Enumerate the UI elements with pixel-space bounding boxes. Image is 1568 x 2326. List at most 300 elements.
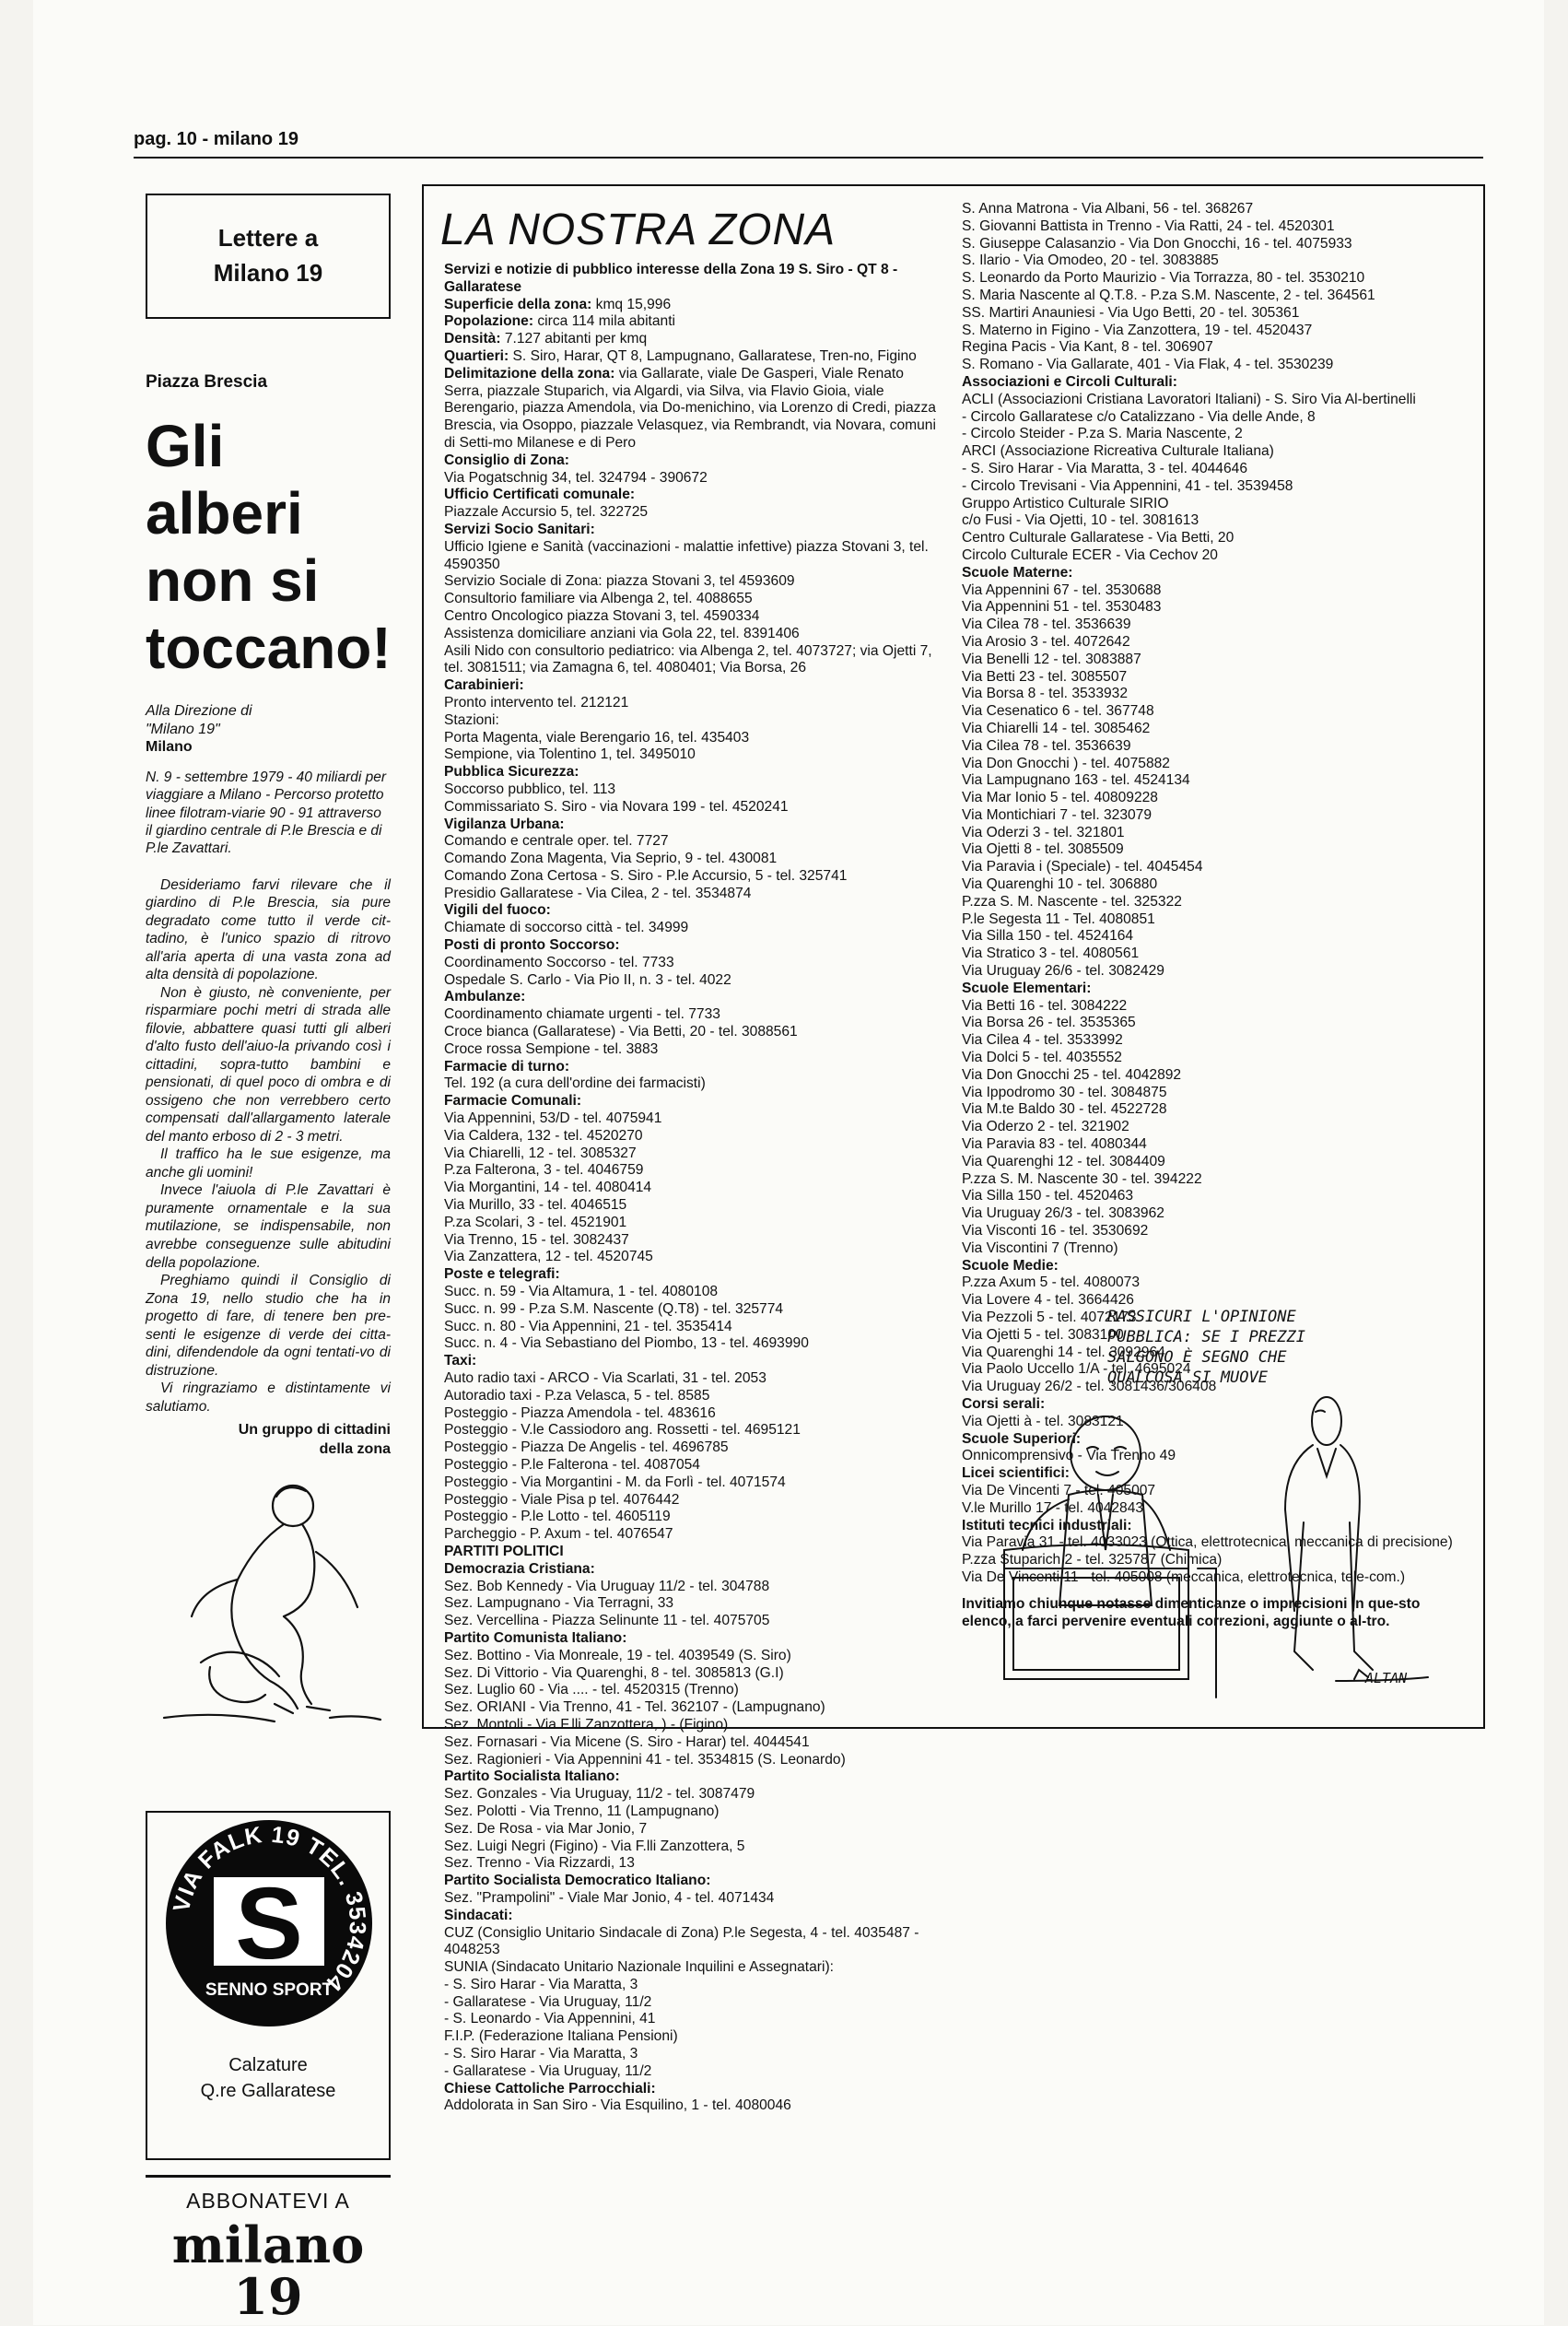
directory-entries-left: [444, 297, 942, 2116]
directory-entry: [444, 1959, 942, 1977]
directory-entry: [444, 833, 942, 851]
directory-entry: [444, 366, 942, 452]
boy-cartoon-illustration: [146, 1469, 391, 1745]
directory-text: Via Appennini 67 - tel. 3530688: [962, 582, 1162, 598]
directory-text: Via Quarenghi 10 - tel. 306880: [962, 876, 1158, 893]
directory-entry: [962, 1067, 1473, 1085]
directory-entry: [444, 1665, 942, 1683]
directory-text: Via Silla 150 - tel. 4520463: [962, 1188, 1134, 1204]
directory-entry: [962, 201, 1473, 218]
senno-sport-advertisement: [146, 1811, 391, 2160]
directory-heading: Superficie della zona:: [444, 296, 592, 312]
directory-entry: [962, 686, 1473, 703]
directory-entry: [444, 522, 942, 539]
directory-text: Sez. Di Vittorio - Via Quarenghi, 8 - tel. 3085813 (G.I): [444, 1664, 784, 1681]
directory-entry: [962, 1136, 1473, 1154]
directory-text: - S. Siro Harar - Via Maratta, 3: [444, 1976, 638, 1992]
directory-entry: [962, 236, 1473, 253]
directory-text: Onnicomprensivo - Via Trenno 49: [962, 1448, 1176, 1464]
subscribe-label: ABBONATEVI A: [186, 2188, 350, 2213]
directory-text: Regina Pacis - Via Kant, 8 - tel. 306907: [962, 339, 1213, 356]
directory-text: Via Paravia i (Speciale) - tel. 4045454: [962, 859, 1203, 875]
ad-ring-text: VIA FALK 19 TEL. 3534204: [168, 1821, 371, 1997]
directory-entry: [444, 972, 942, 990]
directory-text: Via Don Gnocchi 25 - tel. 4042892: [962, 1066, 1182, 1083]
directory-text: Via Pezzoli 5 - tel. 4072173: [962, 1310, 1137, 1325]
directory-heading: Scuole Superiori:: [962, 1430, 1082, 1447]
directory-entry: [444, 591, 942, 608]
directory-entry: [444, 1752, 942, 1769]
directory-text: Circolo Culturale ECER - Via Cechov 20: [962, 546, 1218, 563]
directory-entry: [444, 470, 942, 488]
directory-entry: [962, 1015, 1473, 1032]
directory-heading: Quartieri:: [444, 347, 509, 364]
directory-text: Presidio Gallaratese - Via Cilea, 2 - tel. 3534874: [444, 885, 752, 901]
directory-text: Via Cilea 78 - tel. 3536639: [962, 737, 1131, 754]
directory-entry: [444, 1699, 942, 1717]
directory-text: Centro Oncologico piazza Stovani 3, tel. 4590334: [444, 607, 760, 624]
letter-paragraph: Il traffico ha le sue esigenze, ma anche gli uomini!: [146, 1146, 391, 1181]
directory-heading: Vigilanza Urbana:: [444, 816, 565, 832]
directory-entry: [444, 1908, 942, 1925]
directory-text: c/o Fusi - Via Ojetti, 10 - tel. 3081613: [962, 512, 1199, 529]
directory-entry: [962, 270, 1473, 288]
directory-entry: [444, 1838, 942, 1856]
directory-text: Via Ojetti 8 - tel. 3085509: [962, 841, 1124, 858]
directory-entry: [962, 1171, 1473, 1189]
directory-entry: [444, 1335, 942, 1353]
directory-text: Comando e centrale oper. tel. 7727: [444, 833, 669, 850]
directory-text: P.le Segesta 11 - Tel. 4080851: [962, 910, 1155, 927]
directory-entry: [444, 1492, 942, 1510]
directory-column-left: [444, 262, 942, 2115]
directory-heading: Partito Comunista Italiano:: [444, 1629, 627, 1646]
directory-text: Succ. n. 59 - Via Altamura, 1 - tel. 4080108: [444, 1284, 719, 1300]
directory-text: Via Stratico 3 - tel. 4080561: [962, 946, 1140, 962]
directory-entry: [444, 1041, 942, 1059]
directory-entry: [444, 1024, 942, 1041]
directory-entry: [444, 1110, 942, 1128]
directory-entry: [444, 989, 942, 1006]
directory-entry: [444, 712, 942, 730]
subscribe-rule: [146, 2175, 391, 2178]
letter-paragraph: Invece l'aiuola di P.le Zavattari è puramente ornamentale e la sua mutilazione, se indispensabile, non avrebbe conseguenze sulle abitudini della popolazione.: [146, 1182, 391, 1271]
directory-text: Servizio Sociale di Zona: piazza Stovani 3, tel 4593609: [444, 573, 795, 590]
directory-text: P.zza Axum 5 - tel. 4080073: [962, 1275, 1141, 1291]
directory-heading: Partito Socialista Democratico Italiano:: [444, 1873, 711, 1889]
directory-entry: [444, 902, 942, 920]
directory-text: Consultorio familiare via Albenga 2, tel. 4088655: [444, 591, 753, 607]
directory-entry: [962, 841, 1473, 859]
directory-entry: [962, 876, 1473, 894]
directory-text: Via Cilea 4 - tel. 3533992: [962, 1032, 1123, 1049]
directory-text: Posteggio - P.le Lotto - tel. 4605119: [444, 1509, 671, 1525]
directory-entry: [444, 1301, 942, 1319]
directory-entry: [444, 1215, 942, 1232]
directory-entry: [444, 1994, 942, 2012]
directory-text: Posteggio - Piazza Amendola - tel. 483616: [444, 1404, 716, 1421]
directory-text: Via Silla 150 - tel. 4524164: [962, 928, 1134, 945]
directory-text: Parcheggio - P. Axum - tel. 4076547: [444, 1526, 673, 1543]
directory-entry: [444, 1648, 942, 1665]
directory-entry: [444, 452, 942, 470]
directory-text: Via Pogatschnig 34, tel. 324794 - 390672: [444, 469, 708, 486]
directory-entry: [444, 2028, 942, 2046]
directory-entry: [444, 1803, 942, 1821]
directory-text: - Gallaratese - Via Uruguay, 11/2: [444, 1993, 652, 2010]
directory-text: Sez. Gonzales - Via Uruguay, 11/2 - tel. 3087479: [444, 1786, 755, 1803]
directory-text: S. Anna Matrona - Via Albani, 56 - tel. 368267: [962, 201, 1254, 217]
directory-text: Sez. "Prampolini" - Viale Mar Jonio, 4 - tel. 4071434: [444, 1889, 775, 1906]
directory-entry: [444, 1457, 942, 1474]
directory-text: Via Paravia 31 - tel. 4033023 (Ottica, elettrotecnica, meccanica di precisione): [962, 1534, 1453, 1551]
directory-entry: [444, 799, 942, 816]
directory-heading: Taxi:: [444, 1353, 477, 1369]
directory-text: Via Oderzo 2 - tel. 321902: [962, 1119, 1129, 1135]
directory-text: Gruppo Artistico Culturale SIRIO: [962, 495, 1169, 511]
directory-entry: [962, 496, 1473, 513]
directory-entry: [962, 565, 1473, 582]
directory-heading: Poste e telegrafi:: [444, 1266, 560, 1283]
directory-entry: [962, 392, 1473, 409]
directory-text: Sez. Luigi Negri (Figino) - Via F.lli Zanzottera, 5: [444, 1838, 745, 1854]
directory-text: Coordinamento chiamate urgenti - tel. 7733: [444, 1006, 720, 1023]
directory-entry: [444, 1855, 942, 1873]
directory-entry: [444, 1232, 942, 1250]
directory-text: Via Uruguay 26/6 - tel. 3082429: [962, 963, 1164, 980]
directory-entry: [962, 721, 1473, 738]
directory-entry: [962, 981, 1473, 998]
directory-text: P.za Scolari, 3 - tel. 4521901: [444, 1214, 627, 1230]
directory-text: Via Benelli 12 - tel. 3083887: [962, 651, 1141, 667]
directory-entry: [444, 348, 942, 366]
directory-entry: [962, 756, 1473, 773]
directory-text: S. Siro, Harar, QT 8, Lampugnano, Gallaratese, Tren-no, Figino: [509, 347, 917, 364]
directory-text: Ufficio Igiene e Sanità (vaccinazioni - malattie infettive) piazza Stovani 3, tel. 4590350: [444, 538, 929, 572]
directory-entry: [444, 1526, 942, 1544]
header-rule: [134, 157, 1483, 159]
directory-text: Addolorata in San Siro - Via Esquilino, 1 - tel. 4080046: [444, 2097, 791, 2114]
directory-entry: [962, 669, 1473, 687]
directory-entry: [962, 1223, 1473, 1240]
cartoon-caption: RASSICURI L'OPINIONE PUBBLICA: SE I PREZZI SALGONO È SEGNO CHE QUALCOSA SI MUOVE: [1107, 1308, 1305, 1387]
directory-entry: [444, 608, 942, 626]
directory-heading: Pubblica Sicurezza:: [444, 764, 579, 781]
ad-brand-name: SENNO SPORT: [205, 1979, 333, 2000]
directory-entry: [444, 2046, 942, 2063]
directory-entry: [444, 1197, 942, 1215]
directory-text: Sez. Vercellina - Piazza Selinunte 11 - tel. 4075705: [444, 1613, 770, 1629]
directory-entry: [962, 946, 1473, 963]
directory-text: Via Oderzi 3 - tel. 321801: [962, 824, 1125, 840]
directory-text: 7.127 abitanti per kmq: [500, 331, 648, 347]
directory-entry: [962, 288, 1473, 305]
directory-entry: [444, 1180, 942, 1197]
altan-cartoon-illustration: [986, 1357, 1465, 1707]
directory-entry: [962, 339, 1473, 357]
directory-heading: Chiese Cattoliche Parrocchiali:: [444, 2080, 656, 2097]
directory-text: Via Betti 16 - tel. 3084222: [962, 997, 1128, 1014]
directory-text: - Circolo Trevisani - Via Appennini, 41 - tel. 3539458: [962, 477, 1293, 494]
directory-entry: [444, 1595, 942, 1613]
directory-text: Chiamate di soccorso città - tel. 34999: [444, 920, 689, 936]
directory-text: Via Borsa 26 - tel. 3535365: [962, 1015, 1136, 1031]
directory-entry: [444, 1734, 942, 1752]
directory-heading: PARTITI POLITICI: [444, 1543, 564, 1559]
directory-entry: [962, 305, 1473, 323]
directory-text: Comando Zona Certosa - S. Siro - P.le Accursio, 5 - tel. 325741: [444, 867, 848, 884]
directory-entry: [444, 1786, 942, 1803]
directory-text: Asili Nido con consultorio pediatrico: via Albenga 2, tel. 4073727; via Ojetti 7, tel. 3081511; via Zamagna 6, tel. 4080401; Via Borsa, 26: [444, 642, 932, 676]
directory-text: Succ. n. 99 - P.za S.M. Nascente (Q.T8) - tel. 325774: [444, 1300, 784, 1317]
letter-paragraph: Desideriamo farvi rilevare che il giardino di P.le Brescia, sia pure degradato come tutto il verde cit-tadino, è l'unico spazio di ritrovo all'aria aperta di una vasta zona ad alta densità di popolazione.: [146, 876, 391, 983]
directory-text: Via Caldera, 132 - tel. 4520270: [444, 1127, 643, 1144]
directory-entry: [444, 297, 942, 314]
directory-heading: Scuole Elementari:: [962, 980, 1092, 996]
directory-text: CUZ (Consiglio Unitario Sindacale di Zona) P.le Segesta, 4 - tel. 4035487 - 4048253: [444, 1924, 919, 1958]
directory-entry: [444, 1925, 942, 1960]
directory-text: ARCI (Associazione Ricreativa Culturale Italiana): [962, 443, 1274, 460]
directory-entry: [962, 790, 1473, 807]
directory-heading: Carabinieri:: [444, 677, 524, 694]
directory-text: Pronto intervento tel. 212121: [444, 694, 629, 711]
directory-entry: [962, 652, 1473, 669]
directory-heading: Corsi serali:: [962, 1395, 1046, 1412]
directory-text: Croce rossa Sempione - tel. 3883: [444, 1040, 659, 1057]
directory-text: Via Uruguay 26/3 - tel. 3083962: [962, 1205, 1164, 1222]
directory-text: Via Ojetti à - tel. 3083121: [962, 1413, 1124, 1429]
directory-text: Via Chiarelli, 12 - tel. 3085327: [444, 1145, 637, 1161]
directory-text: Via Zanzattera, 12 - tel. 4520745: [444, 1249, 653, 1265]
directory-entry: [962, 911, 1473, 929]
directory-text: Via Appennini 51 - tel. 3530483: [962, 599, 1162, 616]
directory-entry: [444, 504, 942, 522]
directory-text: Tel. 192 (a cura dell'ordine dei farmacisti): [444, 1075, 706, 1092]
directory-heading: Servizi Socio Sanitari:: [444, 521, 595, 537]
directory-text: Commissariato S. Siro - via Novara 199 - tel. 4520241: [444, 798, 789, 815]
directory-entry: [962, 1205, 1473, 1223]
directory-entry: [444, 1561, 942, 1579]
directory-heading: Densità:: [444, 331, 501, 347]
directory-entry: [962, 703, 1473, 721]
directory-entry: [444, 1162, 942, 1180]
directory-entry: [962, 374, 1473, 392]
directory-entry: [962, 357, 1473, 374]
directory-entry: [962, 512, 1473, 530]
directory-text: Comando Zona Magenta, Via Seprio, 9 - tel. 430081: [444, 851, 778, 867]
directory-entry: [444, 816, 942, 834]
letters-section-box: Lettere a Milano 19: [146, 194, 391, 319]
directory-entry: [962, 928, 1473, 946]
directory-heading: Partito Socialista Italiano:: [444, 1768, 620, 1785]
directory-entry: [444, 1388, 942, 1405]
directory-entry: [444, 781, 942, 799]
directory-entry: [444, 2097, 942, 2115]
masthead-logo: milano 19: [171, 2214, 365, 2326]
directory-text: Via Don Gnocchi ) - tel. 4075882: [962, 755, 1170, 771]
directory-entry: [444, 955, 942, 972]
directory-heading: Ambulanze:: [444, 989, 526, 1005]
directory-entry: [962, 617, 1473, 634]
zone-title: LA NOSTRA ZONA: [440, 206, 837, 254]
directory-text: P.za Falterona, 3 - tel. 4046759: [444, 1162, 644, 1179]
directory-entry: [962, 894, 1473, 911]
directory-text: Coordinamento Soccorso - tel. 7733: [444, 954, 674, 970]
directory-entry: [444, 1717, 942, 1734]
directory-entry: [962, 1119, 1473, 1136]
directory-text: Succ. n. 80 - Via Appennini, 21 - tel. 3535414: [444, 1318, 732, 1334]
directory-heading: Sindacati:: [444, 1907, 513, 1923]
directory-text: Via Viscontini 7 (Trenno): [962, 1239, 1118, 1256]
directory-entry: [444, 313, 942, 331]
directory-text: Via Quarenghi 12 - tel. 3084409: [962, 1153, 1165, 1169]
directory-entry: [444, 2081, 942, 2098]
directory-text: Via Ippodromo 30 - tel. 3084875: [962, 1084, 1167, 1100]
directory-text: Posteggio - V.le Cassiodoro ang. Rossetti - tel. 4695121: [444, 1422, 801, 1439]
directory-entry: [962, 772, 1473, 790]
directory-text: Auto radio taxi - ARCO - Via Scarlati, 31 - tel. 2053: [444, 1370, 766, 1386]
directory-entry: [444, 1249, 942, 1266]
directory-entry: [444, 886, 942, 903]
directory-text: Via Paolo Uccello 1/A - tel. 4695024: [962, 1361, 1191, 1378]
directory-entry: [444, 1319, 942, 1336]
directory-text: S. Maria Nascente al Q.T.8. - P.za S.M. Nascente, 2 - tel. 364561: [962, 287, 1375, 303]
letter-reference: N. 9 - settembre 1979 - 40 miliardi per viaggiare a Milano - Percorso protetto linee filotram-viarie 90 - 91 attraverso il giardino centrale di P.le Brescia e di P.le Zavattari.: [146, 769, 387, 857]
directory-text: - S. Siro Harar - Via Maratta, 3 - tel. 4044646: [962, 460, 1247, 476]
directory-entry: [444, 746, 942, 764]
directory-text: Centro Culturale Gallaratese - Via Betti, 20: [962, 530, 1235, 546]
directory-text: Posteggio - Via Morgantini - M. da Forlì - tel. 4071574: [444, 1474, 786, 1490]
directory-text: Via Borsa 8 - tel. 3533932: [962, 686, 1129, 702]
directory-heading: Scuole Medie:: [962, 1257, 1059, 1274]
directory-heading: Licei scientifici:: [962, 1465, 1070, 1482]
directory-entry: [444, 1977, 942, 1994]
directory-entry: [444, 1768, 942, 1786]
directory-entry: [444, 1422, 942, 1439]
directory-entry: [444, 677, 942, 695]
directory-text: Via Ojetti 5 - tel. 3083100: [962, 1326, 1124, 1343]
directory-text: Via Betti 23 - tel. 3085507: [962, 668, 1128, 685]
directory-text: S. Giovanni Battista in Trenno - Via Ratti, 24 - tel. 4520301: [962, 217, 1335, 234]
directory-entry: [444, 1613, 942, 1630]
directory-text: Via Appennini, 53/D - tel. 4075941: [444, 1110, 662, 1127]
directory-text: Piazzale Accursio 5, tel. 322725: [444, 504, 649, 521]
directory-entry: [962, 998, 1473, 1016]
directory-entry: [444, 764, 942, 781]
directory-entry: [962, 1240, 1473, 1258]
letter-salutation-city: Milano: [146, 738, 193, 755]
directory-entry: [962, 1154, 1473, 1171]
directory-text: SS. Martiri Anauniesi - Via Ugo Betti, 20 - tel. 305361: [962, 304, 1300, 321]
directory-text: P.zza S. M. Nascente 30 - tel. 394222: [962, 1170, 1202, 1187]
directory-text: Via Paravia 83 - tel. 4080344: [962, 1136, 1147, 1153]
directory-text: - S. Siro Harar - Via Maratta, 3: [444, 2046, 638, 2062]
directory-heading: Istituti tecnici industriali:: [962, 1517, 1132, 1533]
directory-entry: [444, 1284, 942, 1301]
directory-text: ACLI (Associazioni Cristiana Lavoratori Italiani) - S. Siro Via Al-bertinelli: [962, 391, 1416, 407]
directory-text: S. Ilario - Via Omodeo, 20 - tel. 3083885: [962, 253, 1219, 269]
directory-entry: [444, 1579, 942, 1596]
directory-entry: [444, 1353, 942, 1370]
directory-heading: Delimitazione della zona:: [444, 365, 615, 382]
directory-text: Sez. Lampugnano - Via Terragni, 33: [444, 1595, 674, 1612]
directory-entry: [962, 530, 1473, 547]
directory-text: S. Romano - Via Gallarate, 401 - Via Flak, 4 - tel. 3530239: [962, 357, 1334, 373]
directory-entry: [962, 1275, 1473, 1292]
directory-entry: [962, 443, 1473, 461]
ad-logo-letter: S: [235, 1866, 303, 1980]
directory-text: Sez. Fornasari - Via Micene (S. Siro - Harar) tel. 4044541: [444, 1733, 810, 1750]
directory-entry: [444, 1059, 942, 1076]
directory-text: V.le Murillo 17 - tel. 4042843: [962, 1499, 1144, 1516]
letter-salutation: Alla Direzione di "Milano 19": [146, 702, 252, 737]
directory-intro: Servizi e notizie di pubblico interesse della Zona 19 S. Siro - QT 8 - Gallaratese: [444, 262, 898, 295]
directory-text: Sez. Luglio 60 - Via .... - tel. 4520315 (Trenno): [444, 1682, 739, 1698]
directory-text: Sez. Bob Kennedy - Via Uruguay 11/2 - tel. 304788: [444, 1578, 770, 1594]
directory-text: Sez. Bottino - Via Monreale, 19 - tel. 4039549 (S. Siro): [444, 1647, 791, 1663]
directory-text: Sez. Ragionieri - Via Appennini 41 - tel. 3534815 (S. Leonardo): [444, 1751, 846, 1768]
directory-text: Via Murillo, 33 - tel. 4046515: [444, 1197, 627, 1214]
ad-logo-graphic: [166, 1820, 372, 2026]
directory-entry: [444, 868, 942, 886]
directory-closing-note: Invitiamo chiunque notasse dimenticanze o imprecisioni in que-sto elenco, a farci pervenire eventuali correzioni, aggiunte o al-tro.: [962, 1595, 1421, 1629]
letter-headline: Gli alberi non si toccano!: [146, 413, 392, 681]
directory-text: Via De Vincenti 7 - tel. 405007: [962, 1482, 1156, 1498]
directory-text: Via Arosio 3 - tel. 4072642: [962, 633, 1130, 650]
directory-text: Via Montichiari 7 - tel. 323079: [962, 806, 1153, 823]
letter-paragraph: Preghiamo quindi il Consiglio di Zona 19, nello studio che ha in progetto di fare, di tenere ben pre-senti le esigenze di verde dei citta-dini, difendendole da ogni tentati-vo di distruzione.: [146, 1273, 391, 1379]
letter-signature: Un gruppo di cittadini della zona: [238, 1422, 391, 1457]
directory-entry: [444, 1873, 942, 1890]
directory-entry: [444, 1006, 942, 1024]
directory-text: Via Lampugnano 163 - tel. 4524134: [962, 772, 1190, 789]
directory-entry: [444, 937, 942, 955]
directory-entry: [962, 599, 1473, 617]
directory-text: Via De Vincenti 11 - tel. 405008 (meccanica, elettrotecnica, tele-com.): [962, 1568, 1406, 1585]
directory-heading: Popolazione:: [444, 313, 534, 330]
directory-entry: [962, 825, 1473, 842]
directory-entry: [962, 218, 1473, 236]
directory-text: F.I.P. (Federazione Italiana Pensioni): [444, 2028, 678, 2045]
directory-entry: [962, 478, 1473, 496]
directory-text: Via Mar Ionio 5 - tel. 40809228: [962, 790, 1158, 806]
directory-text: - Gallaratese - Via Uruguay, 11/2: [444, 2062, 652, 2079]
directory-entry: [444, 1682, 942, 1699]
directory-text: Ospedale S. Carlo - Via Pio II, n. 3 - tel. 4022: [444, 971, 731, 988]
directory-heading: Consiglio di Zona:: [444, 452, 569, 468]
directory-entry: [962, 547, 1473, 565]
page-folio: pag. 10 - milano 19: [134, 129, 298, 149]
directory-text: - S. Leonardo - Via Appennini, 41: [444, 2011, 656, 2027]
directory-heading: Vigili del fuoco:: [444, 902, 551, 919]
directory-entry: [444, 539, 942, 574]
directory-entry: [962, 1032, 1473, 1050]
directory-text: Via Lovere 4 - tel. 3664426: [962, 1292, 1134, 1309]
directory-heading: Associazioni e Circoli Culturali:: [962, 373, 1177, 390]
directory-text: Posteggio - Piazza De Angelis - tel. 4696785: [444, 1439, 729, 1456]
directory-entry: [444, 1075, 942, 1093]
letters-column: [146, 194, 392, 2326]
directory-text: Via Quarenghi 14 - tel. 3092964: [962, 1344, 1165, 1360]
directory-entry: [444, 1128, 942, 1145]
letter-kicker: Piazza Brescia: [146, 372, 268, 392]
directory-text: Via Cilea 78 - tel. 3536639: [962, 617, 1131, 633]
directory-text: Autoradio taxi - P.za Velasca, 5 - tel. 8585: [444, 1387, 710, 1404]
directory-heading: Democrazia Cristiana:: [444, 1560, 595, 1577]
directory-text: Via Morgantini, 14 - tel. 4080414: [444, 1180, 652, 1196]
directory-text: Via Dolci 5 - tel. 4035552: [962, 1050, 1122, 1066]
directory-entry: [444, 1439, 942, 1457]
